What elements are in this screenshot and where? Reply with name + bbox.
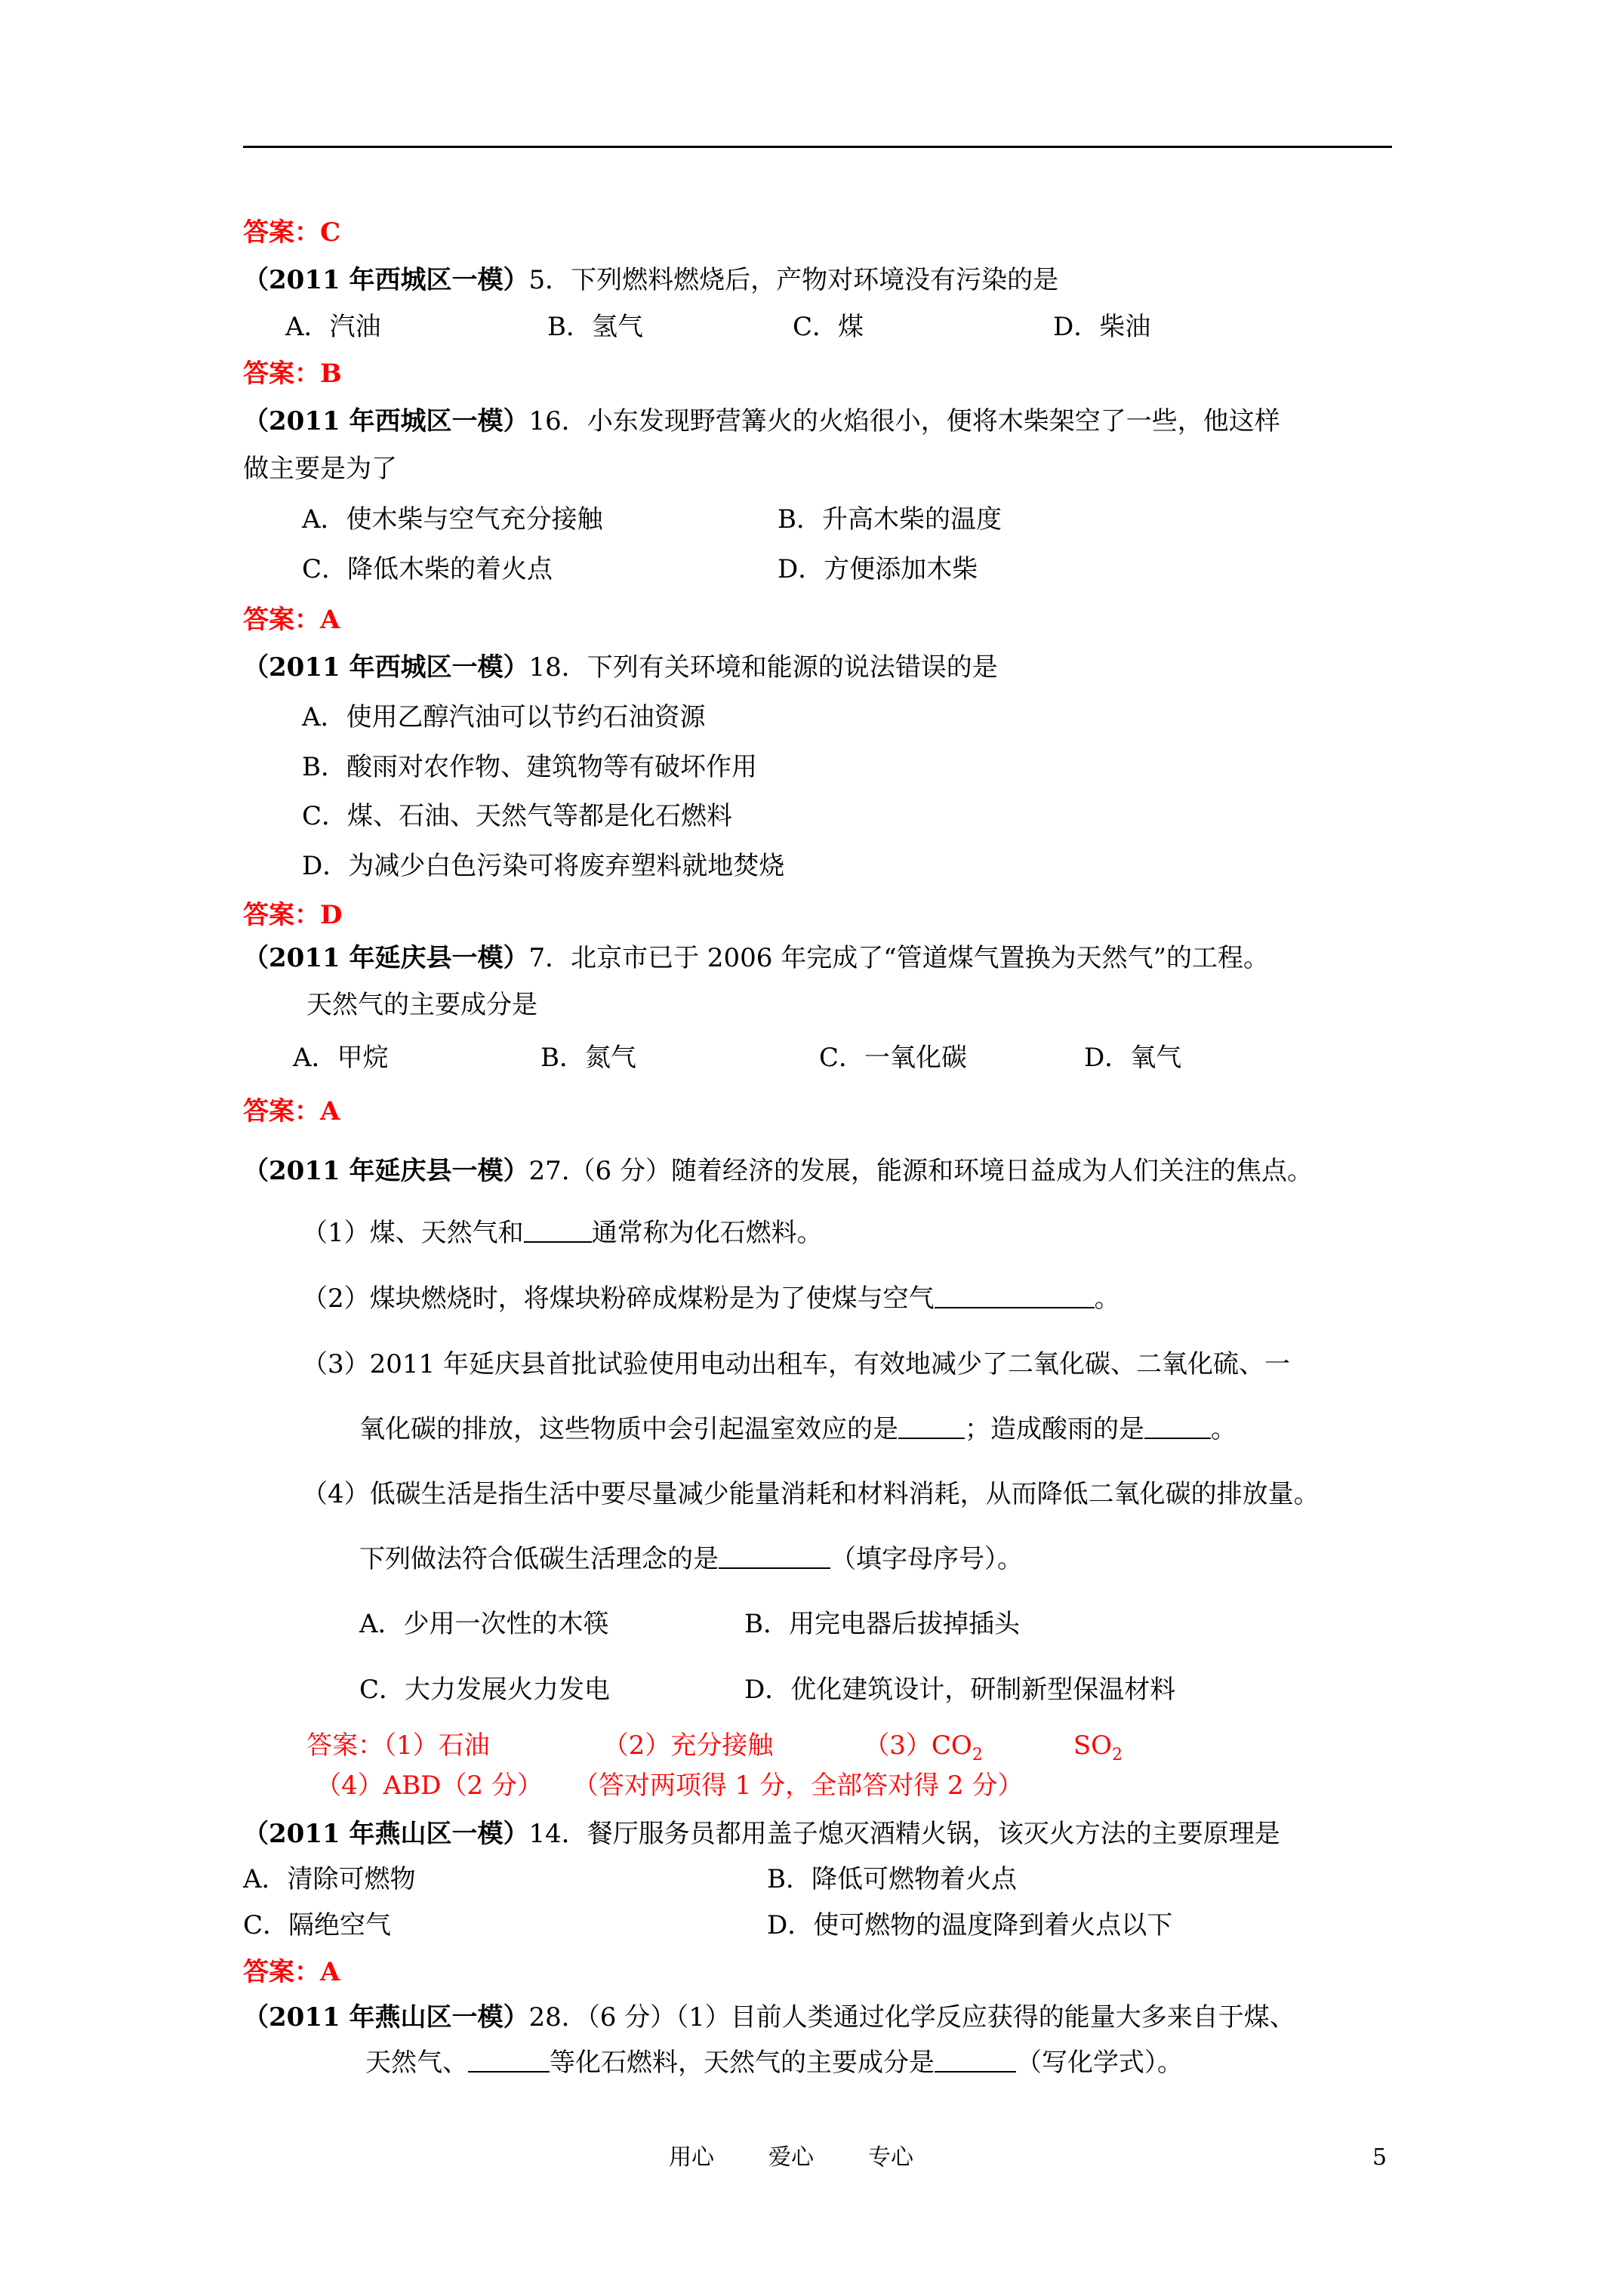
text: 天然气、 [365, 2048, 468, 2078]
answer-blank[interactable] [1144, 1416, 1211, 1439]
answer-text: 答案：A [243, 1096, 340, 1126]
question-text: 7．北京市已于 2006 年完成了“管道煤气置换为天然气”的工程。 [528, 943, 1270, 973]
text: （写化学式）。 [1016, 2048, 1183, 2078]
q27-part-1 [302, 1216, 823, 1250]
question-text: 16．小东发现野营篝火的火焰很小，便将木柴架空了一些，他这样 [528, 406, 1280, 436]
question-text: 27.（6 分）随着经济的发展，能源和环境日益成为人们关注的焦点。 [528, 1156, 1313, 1186]
answer-text: 答案：D [243, 900, 343, 930]
q27-part-4: （4）低碳生活是指生活中要尽量减少能量消耗和材料消耗，从而降低二氧化碳的排放量。 [302, 1479, 1320, 1509]
q27-option-d: D．优化建筑设计，研制新型保温材料 [744, 1675, 1176, 1705]
answer-blank[interactable] [898, 1416, 965, 1439]
answer-line [243, 603, 340, 636]
answer-text: 答案：A [243, 605, 340, 635]
question-27-stem [243, 1154, 1313, 1188]
question-source: （2011 年燕山区一模） [243, 1819, 529, 1849]
answer-line [243, 898, 342, 932]
answer-blank[interactable] [935, 2050, 1016, 2073]
question-source: （2011 年西城区一模） [243, 652, 529, 683]
answer-blank[interactable] [935, 1286, 1095, 1308]
q27-part-3: （3）2011 年延庆县首批试验使用电动出租车，有效地减少了二氧化碳、二氧化硫、一 [302, 1349, 1290, 1379]
answer-line [243, 216, 340, 249]
question-text: 18．下列有关环境和能源的说法错误的是 [528, 652, 998, 683]
q7-option-c: C．一氧化碳 [819, 1043, 968, 1073]
answer-text: 答案：B [243, 359, 342, 389]
q16-option-a: A．使木柴与空气充分接触 [302, 504, 603, 535]
q14-option-b: B．降低可燃物着火点 [767, 1864, 1017, 1894]
text: 通常称为化石燃料。 [591, 1218, 823, 1248]
question-5-stem [243, 264, 1058, 297]
q27-answer-line-2 [316, 1769, 1023, 1802]
question-source: （2011 年延庆县一模） [243, 1156, 529, 1186]
q18-option-b: B．酸雨对农作物、建筑物等有破坏作用 [302, 752, 757, 782]
answer-line [243, 1095, 340, 1128]
q14-option-a: A．清除可燃物 [243, 1864, 416, 1894]
question-7-stem [243, 942, 1269, 975]
q7-option-d: D．氧气 [1084, 1043, 1182, 1073]
question-text: 28．（6 分）（1）目前人类通过化学反应获得的能量大多来自于煤、 [528, 2002, 1295, 2032]
text: （1）石油 [383, 1730, 490, 1761]
q27-answer-line-1 [306, 1729, 1123, 1772]
text: 答案： [306, 1730, 383, 1761]
answer-line [243, 1955, 340, 1989]
question-28-stem-cont [365, 2046, 1183, 2079]
q27-option-b: B．用完电器后拔掉插头 [744, 1609, 1020, 1639]
answer-text: 答案：A [243, 1957, 340, 1987]
question-source: （2011 年燕山区一模） [243, 2002, 529, 2032]
question-text: 5．下列燃料燃烧后，产物对环境没有污染的是 [528, 265, 1059, 295]
question-source: （2011 年延庆县一模） [243, 943, 529, 973]
answer-blank[interactable] [719, 1546, 830, 1569]
header-rule [243, 146, 1392, 148]
answer-blank[interactable] [468, 2050, 550, 2073]
q18-option-c: C．煤、石油、天然气等都是化石燃料 [302, 801, 733, 831]
question-source: （2011 年西城区一模） [243, 265, 529, 295]
q18-option-d: D．为减少白色污染可将废弃塑料就地焚烧 [302, 851, 785, 881]
text: （2）充分接触 [602, 1730, 774, 1761]
question-16-stem-cont: 做主要是为了 [243, 454, 397, 484]
q16-option-b: B．升高木柴的温度 [778, 504, 1002, 535]
text: （4）ABD（2 分） [316, 1771, 543, 1801]
answer-text: 答案：C [243, 217, 341, 248]
footer-motto-2: 爱心 [768, 2144, 814, 2171]
question-18-stem [243, 651, 998, 684]
text: 下列做法符合低碳生活理念的是 [359, 1544, 719, 1574]
text: SO [1073, 1730, 1112, 1761]
text: （2）煤块燃烧时，将煤块粉碎成煤粉是为了使煤与空气 [302, 1284, 935, 1314]
text: ；造成酸雨的是 [965, 1414, 1144, 1444]
q27-option-c: C．大力发展火力发电 [359, 1675, 611, 1705]
question-source: （2011 年西城区一模） [243, 406, 529, 436]
question-7-stem-cont: 天然气的主要成分是 [306, 990, 537, 1020]
footer-motto-3: 专心 [868, 2144, 913, 2171]
q27-part-3-cont [359, 1413, 1236, 1446]
q7-option-b: B．氮气 [540, 1043, 636, 1073]
text: 。 [1094, 1284, 1120, 1314]
footer-motto-1: 用心 [669, 2144, 714, 2171]
text: （3）CO [864, 1730, 972, 1761]
q14-option-d: D．使可燃物的温度降到着火点以下 [767, 1910, 1173, 1940]
q27-part-4-cont [359, 1542, 1023, 1576]
question-text: 14．餐厅服务员都用盖子熄灭酒精火锅，该灭火方法的主要原理是 [528, 1819, 1280, 1849]
page-number: 5 [1372, 2144, 1387, 2171]
text: （答对两项得 1 分，全部答对得 2 分） [572, 1771, 1024, 1801]
q5-option-d: D．柴油 [1053, 312, 1151, 342]
q5-option-c: C．煤 [793, 312, 864, 342]
question-14-stem [243, 1817, 1280, 1851]
answer-line [243, 357, 342, 390]
q14-option-c: C．隔绝空气 [243, 1910, 392, 1940]
q5-option-b: B．氢气 [547, 312, 643, 342]
subscript: 2 [1111, 1746, 1123, 1764]
q18-option-a: A．使用乙醇汽油可以节约石油资源 [302, 702, 706, 732]
q5-option-a: A．汽油 [285, 312, 381, 342]
text: 。 [1211, 1414, 1236, 1444]
text: （1）煤、天然气和 [302, 1218, 524, 1248]
question-16-stem [243, 405, 1280, 438]
text: 等化石燃料，天然气的主要成分是 [550, 2048, 935, 2078]
q7-option-a: A．甲烷 [293, 1043, 389, 1073]
subscript: 2 [972, 1746, 983, 1764]
question-28-stem [243, 2001, 1295, 2034]
text: （填字母序号）。 [830, 1544, 1023, 1574]
text: 氧化碳的排放，这些物质中会引起温室效应的是 [359, 1414, 898, 1444]
answer-blank[interactable] [524, 1220, 592, 1243]
q27-option-a: A．少用一次性的木筷 [359, 1609, 609, 1639]
q16-option-c: C．降低木柴的着火点 [302, 554, 553, 584]
q16-option-d: D．方便添加木柴 [778, 554, 978, 584]
q27-part-2 [302, 1282, 1120, 1315]
